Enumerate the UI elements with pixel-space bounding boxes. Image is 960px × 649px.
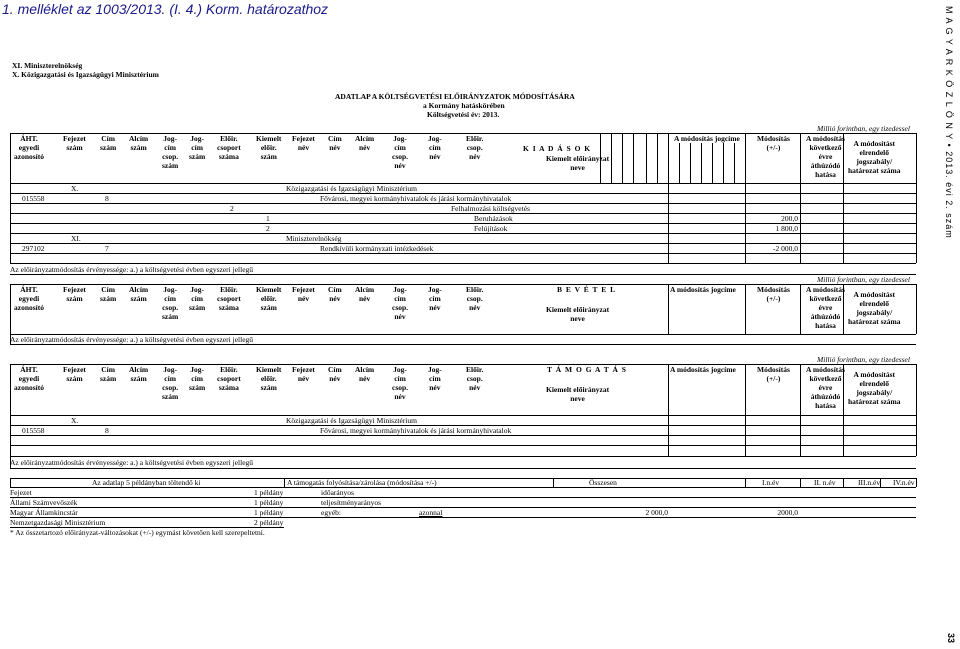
row2-fejezet: 8 bbox=[105, 194, 109, 203]
section-label-kiadasok: K I A D Á S O K bbox=[523, 144, 592, 153]
tam-row2-aht: 015558 bbox=[22, 426, 45, 435]
sidebar bbox=[932, 0, 960, 649]
row4-fejezet: 1 bbox=[266, 214, 270, 223]
col-eloir: Előir. csoport száma bbox=[217, 134, 241, 161]
footer-support-header: A támogatás folyósítása/zárolása (módosítása +/-) bbox=[287, 478, 437, 487]
row7-aht: 297102 bbox=[22, 244, 45, 253]
ministry-line-2: X. Közigazgatási és Igazságügyi Minisztérium bbox=[12, 70, 159, 79]
page-header: 1. melléklet az 1003/2013. (I. 4.) Korm. határozathoz bbox=[2, 1, 329, 17]
row2-name: Fővárosi, megyei kormányhivatalok és járási kormányhivatalok bbox=[320, 194, 512, 203]
validity-bevetel: Az előirányzatmódosítás érvényessége: a.) a költségvetési évben egyszeri jellegű bbox=[10, 335, 254, 344]
col-cim: Cím szám bbox=[100, 134, 117, 152]
section-label-tamogatas: T Á M O G A T Á S bbox=[547, 365, 627, 374]
col-jogcimcsop: Jog- cím csop. szám bbox=[162, 134, 179, 170]
col-kiemelt-eloir: Kiemelt előirányzat neve bbox=[546, 154, 610, 172]
recipient-1-copies: 1 példány bbox=[254, 488, 284, 497]
row1-fejezet: X. bbox=[71, 184, 79, 193]
fiscal-year: Költségvetési év: 2013. bbox=[427, 110, 500, 119]
row5-fejezet: 2 bbox=[266, 224, 270, 233]
col-alcim: Alcím szám bbox=[129, 134, 149, 152]
support-row-1: időarányos bbox=[321, 488, 354, 497]
row7-name: Rendkívüli kormányzati intézkedések bbox=[320, 244, 434, 253]
col-alcim-nev: Alcím név bbox=[355, 134, 375, 152]
form-title: ADATLAP A KÖLTSÉGVETÉSI ELŐIRÁNYZATOK MÓDOSÍTÁSÁRA bbox=[335, 92, 575, 101]
footer-q1: I.n.év bbox=[762, 478, 780, 487]
row1-name: Közigazgatási és Igazságügyi Minisztérium bbox=[286, 184, 418, 193]
footer-q1-value: 2000,0 bbox=[777, 508, 798, 517]
footer-copies-header: Az adatlap 5 példányban töltendő ki bbox=[92, 478, 201, 487]
row4-name: Beruházások bbox=[474, 214, 513, 223]
col-elrendelo: A módosítást elrendelő jogszabály/ határozat száma bbox=[848, 139, 901, 175]
footer-q2: II. n.év bbox=[814, 478, 836, 487]
col-fejezet: Fejezet szám bbox=[63, 134, 86, 152]
unit-note-3: Millió forintban, egy tizedessel bbox=[817, 355, 910, 364]
page-number: 33 bbox=[946, 633, 956, 644]
footer-q3: III.n.év bbox=[858, 478, 881, 487]
col-modositas-jogcime: A módosítás jogcíme bbox=[674, 134, 740, 143]
section-label-bevetel: B E V É T E L bbox=[557, 285, 617, 294]
tam-row1-name: Közigazgatási és Igazságügyi Minisztérium bbox=[286, 416, 418, 425]
recipient-4-copies: 2 példány bbox=[254, 518, 284, 527]
recipient-3-copies: 1 példány bbox=[254, 508, 284, 517]
sidebar-journal-title: M A G Y A R K Ö Z L Ö N Y • 2013. évi 2. szám bbox=[944, 6, 954, 239]
ministry-line-1: XI. Miniszterelnökség bbox=[12, 61, 83, 70]
footer-total-header: Összesen bbox=[589, 478, 617, 487]
tam-row2-fejezet: 8 bbox=[105, 426, 109, 435]
col-cim-nev: Cím név bbox=[328, 134, 342, 152]
recipient-1: Fejezet bbox=[10, 488, 32, 497]
unit-note: Millió forintban, egy tizedessel bbox=[817, 124, 910, 133]
col-aht: ÁHT. egyedi azonosító bbox=[14, 134, 44, 161]
row2-aht: 015558 bbox=[22, 194, 45, 203]
col-jogcim-nev: Jog- cím név bbox=[428, 134, 442, 161]
row3-fejezet: 2 bbox=[230, 204, 234, 213]
row3-name: Felhalmozási költségvetés bbox=[451, 204, 530, 213]
row6-fejezet: XI. bbox=[71, 234, 81, 243]
validity-kiadasok: Az előirányzatmódosítás érvényessége: a.) a költségvetési évben egyszeri jellegű bbox=[10, 265, 254, 274]
col-jogcim: Jog- cím szám bbox=[189, 134, 206, 161]
recipient-2: Állami Számvevőszék bbox=[10, 498, 78, 507]
support-row-3: egyéb: bbox=[321, 508, 341, 517]
col-jogcimcsop-nev: Jog- cím csop. név bbox=[392, 134, 409, 170]
tam-row2-name: Fővárosi, megyei kormányhivatalok és járási kormányhivatalok bbox=[320, 426, 512, 435]
footnote: * Az összetartozó előirányzat-változásokat (+/-) egymást követően kell szerepeltetni. bbox=[10, 528, 265, 537]
form-subtitle: a Kormány hatáskörében bbox=[423, 101, 505, 110]
row4-value: 200,0 bbox=[781, 214, 798, 223]
footer-q4: IV.n.év bbox=[893, 478, 915, 487]
recipient-4: Nemzetgazdasági Minisztérium bbox=[10, 518, 106, 527]
col-modositas: Módosítás (+/-) bbox=[757, 134, 790, 152]
row5-value: 1 800,0 bbox=[775, 224, 798, 233]
support-row-2: teljesítményarányos bbox=[321, 498, 381, 507]
unit-note-2: Millió forintban, egy tizedessel bbox=[817, 275, 910, 284]
row7-fejezet: 7 bbox=[105, 244, 109, 253]
validity-tamogatas: Az előirányzatmódosítás érvényessége: a.) a költségvetési évben egyszeri jellegű bbox=[10, 458, 254, 467]
col-kiemelt: Kiemelt előir. szám bbox=[256, 134, 282, 161]
row7-value: -2 000,0 bbox=[773, 244, 798, 253]
recipient-3: Magyar Államkincstár bbox=[10, 508, 78, 517]
row5-name: Felújítások bbox=[474, 224, 508, 233]
recipient-2-copies: 1 példány bbox=[254, 498, 284, 507]
col-fejezet-nev: Fejezet név bbox=[292, 134, 315, 152]
support-row-3-extra: azonnal bbox=[419, 508, 443, 517]
tam-row1-fejezet: X. bbox=[71, 416, 79, 425]
col-eloir-nev: Előir. csop. név bbox=[466, 134, 484, 161]
col-kovetkezo: A módosítás következő évre áthúzódó hatása bbox=[806, 134, 845, 179]
row6-name: Miniszterelnökség bbox=[286, 234, 342, 243]
footer-total-value: 2 000,0 bbox=[645, 508, 668, 517]
